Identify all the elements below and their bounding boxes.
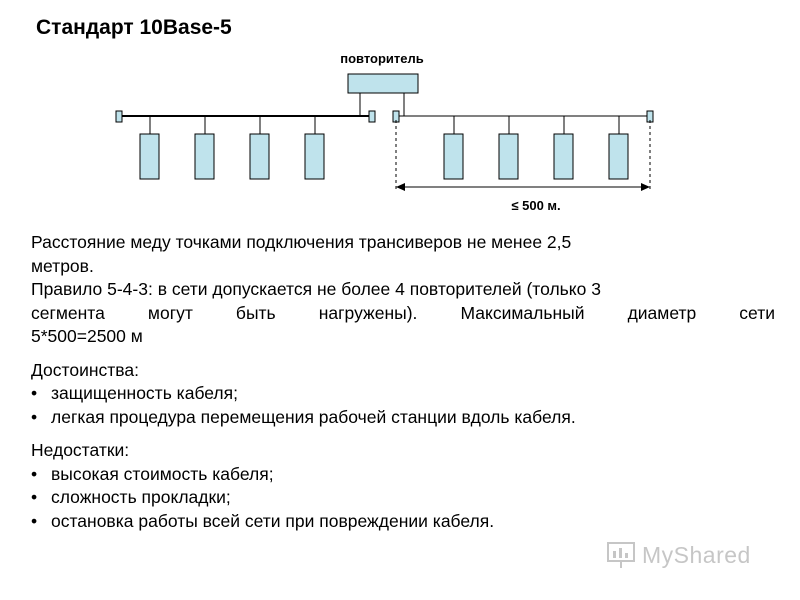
- left-terminator-end: [369, 111, 375, 122]
- workstation-node: [140, 134, 159, 179]
- workstation-node: [305, 134, 324, 179]
- paragraph-rule: [31, 278, 775, 349]
- paragraph-spacing: [31, 231, 775, 278]
- repeater-label: повторитель: [340, 51, 424, 66]
- bullet-icon: •: [31, 510, 38, 531]
- bullet-icon: •: [31, 406, 38, 427]
- workstation-node: [609, 134, 628, 179]
- list-item: • высокая стоимость кабеля;: [31, 463, 775, 487]
- p1-line2: метров.: [31, 255, 94, 276]
- workstation-node: [554, 134, 573, 179]
- workstation-node: [499, 134, 518, 179]
- p2-line3: 5*500=2500 м: [31, 326, 143, 346]
- content-text: [31, 231, 775, 533]
- list-item: • защищенность кабеля;: [31, 382, 775, 406]
- measure-arrow-left: [396, 183, 405, 191]
- advantages-heading: Достоинства:: [31, 359, 139, 380]
- bullet-icon: •: [31, 487, 38, 507]
- watermark: [606, 536, 751, 574]
- p1-line1: Расстояние меду точками подключения трансиверов не менее 2,5: [31, 232, 572, 252]
- presentation-board-icon: [606, 540, 636, 570]
- network-diagram: [0, 0, 800, 225]
- workstation-node: [444, 134, 463, 179]
- slide-title: Стандарт 10Base-5: [36, 16, 232, 39]
- bullet-icon: •: [31, 463, 38, 484]
- left-terminator-start: [116, 111, 122, 122]
- list-item: • сложность прокладки;: [31, 486, 775, 510]
- workstation-node: [250, 134, 269, 179]
- workstation-node: [195, 134, 214, 179]
- disadvantages-heading: Недостатки:: [31, 440, 130, 460]
- bullet-icon: •: [31, 383, 38, 403]
- measure-arrow-right: [641, 183, 650, 191]
- p2-line2: сегмента могут быть нагружены). Максимальный диаметр сети: [31, 302, 775, 323]
- list-item: • остановка работы всей сети при повреждении кабеля.: [31, 510, 775, 534]
- repeater-box: [348, 74, 418, 93]
- p2-line1: Правило 5-4-3: в сети допускается не более 4 повторителей (только 3: [31, 279, 601, 299]
- watermark-text: MyShared: [642, 541, 751, 568]
- list-item: • легкая процедура перемещения рабочей станции вдоль кабеля.: [31, 406, 775, 430]
- distance-label: ≤ 500 м.: [511, 198, 561, 213]
